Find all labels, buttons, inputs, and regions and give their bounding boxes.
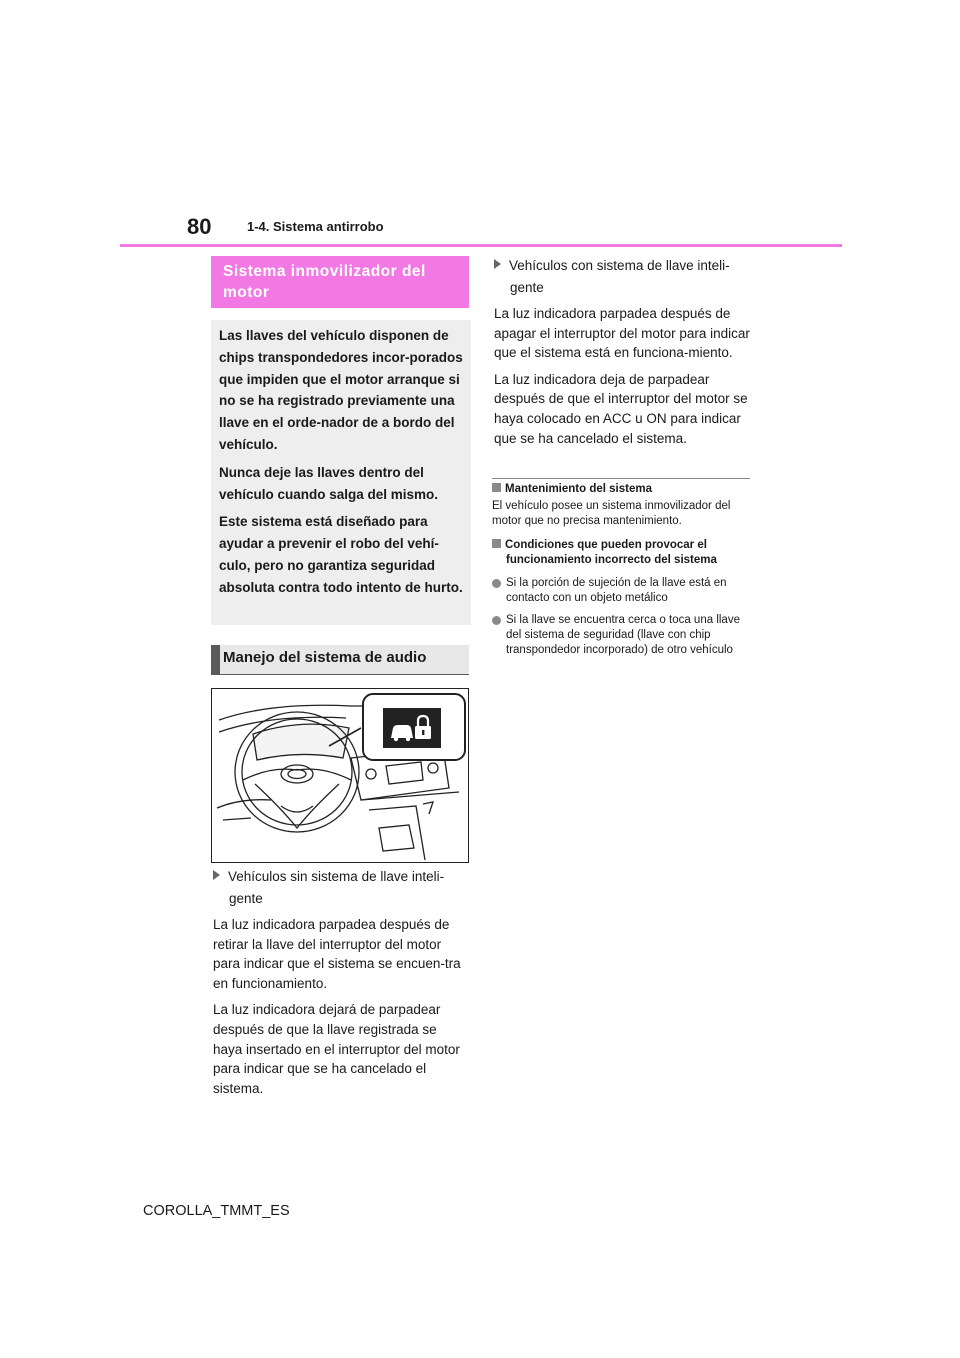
immobilizer-intro [219, 325, 467, 605]
without-smart-key-section [213, 866, 469, 1105]
page-number: 80 [187, 214, 212, 239]
header-rule [120, 244, 842, 247]
triangle-bullet-icon [494, 259, 501, 269]
condition-item: Si la llave se encuentra cerca o toca una llave del sistema de seguridad (llave con chip transpondedor incorporado) de otro vehículo [492, 613, 750, 657]
maintenance-title: Mantenimiento del sistema [492, 482, 750, 497]
circle-bullet-icon [492, 579, 501, 588]
condition-item: Si la porción de sujeción de la llave está en contacto con un objeto metálico [492, 576, 750, 605]
bullet-with-smart-key: Vehículos con sistema de llave inteli- gente [494, 255, 750, 298]
square-bullet-icon [492, 539, 501, 548]
notes-section [492, 482, 750, 665]
bullet-without-smart-key: Vehículos sin sistema de llave inteli- gente [213, 866, 469, 909]
paragraph: La luz indicadora parpadea después de apagar el interruptor del motor para indicar que el sistema está en funciona-miento. [494, 306, 750, 361]
conditions-title: Condiciones que pueden provocar el funcionamiento incorrecto del sistema [492, 538, 750, 568]
intro-paragraph: Nunca deje las llaves dentro del vehículo cuando salga del mismo. [219, 464, 439, 502]
footer-model-code: COROLLA_TMMT_ES [143, 1203, 290, 1219]
paragraph: La luz indicadora dejará de parpadear después de que la llave registrada se haya insertado en el interruptor del motor para indicar que se ha cancelado el sistema. [213, 1002, 460, 1096]
square-bullet-icon [492, 483, 501, 492]
operation-heading: Manejo del sistema de audio [223, 649, 427, 666]
paragraph: La luz indicadora parpadea después de retirar la llave del interruptor del motor para indicar que el sistema se encuen-tra en funcionamiento. [213, 917, 461, 991]
dashboard-illustration-icon [211, 688, 469, 863]
maintenance-text: El vehículo posee un sistema inmovilizador del motor que no precisa mantenimiento. [492, 500, 731, 527]
notes-divider [492, 478, 750, 479]
immobilizer-title: Sistema inmovilizador del motor [223, 263, 426, 301]
intro-paragraph: Este sistema está diseñado para ayudar a prevenir el robo del vehí-culo, pero no garantiza seguridad absoluta contra todo intento de hurto. [219, 514, 463, 595]
triangle-bullet-icon [213, 870, 220, 880]
with-smart-key-section [494, 255, 750, 455]
section-title: 1-4. Sistema antirrobo [247, 219, 384, 234]
circle-bullet-icon [492, 616, 501, 625]
intro-paragraph: Las llaves del vehículo disponen de chips transpondedores incor-porados que impiden que el motor arranque si no se ha registrado previamente una llave en el orde-nador de a bordo del vehículo. [219, 328, 463, 452]
paragraph: La luz indicadora deja de parpadear después de que el interruptor del motor se haya colocado en ACC u ON para indicar que se ha cancelado el sistema. [494, 371, 748, 446]
